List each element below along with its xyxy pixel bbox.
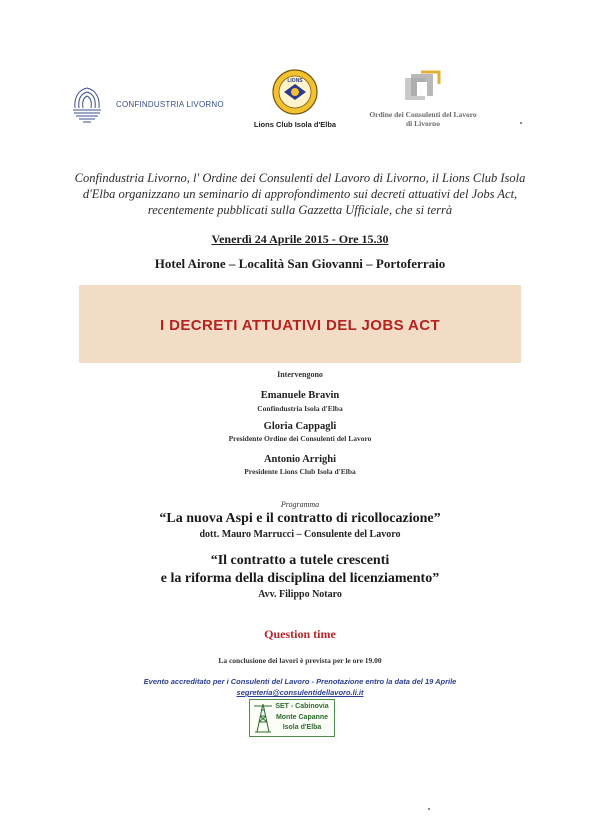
ordine-label-line1: Ordine dei Consulenti del Lavoro: [369, 110, 477, 119]
lions-emblem-text: LIONS: [287, 78, 303, 84]
confindustria-logo-icon: [68, 84, 106, 124]
event-date: Venerdì 24 Aprile 2015 - Ore 15.30: [211, 232, 389, 246]
speaker-role: Presidente Lions Club Isola d'Elba: [244, 467, 356, 476]
accreditation-note: Evento accreditato per i Consulenti del Lavoro - Prenotazione entro la data del 19 Aprile: [143, 677, 457, 686]
talk-title: “La nuova Aspi e il contratto di ricollocazione”: [159, 511, 441, 526]
event-title: I DECRETI ATTUATIVI DEL JOBS ACT: [159, 316, 441, 334]
set-logo-line3: Isola d'Elba: [282, 724, 322, 731]
speaker-name: Antonio Arrighi: [263, 454, 337, 465]
intro-paragraph: Confindustria Livorno, l' Ordine dei Consulenti del Lavoro di Livorno, il Lions Club Isola d'Elba organizzano un seminario di approfondimento sui decreti attuativi del Jobs Act, recentemente pubblicati sulla Gazzetta Ufficiale, che si terrà: [74, 171, 526, 217]
speaker-name: Emanuele Bravin: [260, 390, 340, 401]
set-logo-line2: Monte Capanne: [275, 713, 329, 721]
conclusion-note: La conclusione dei lavori è prevista per le ore 19.00: [218, 656, 382, 665]
talk-title-line2: e la riforma della disciplina del licenziamento”: [160, 571, 440, 586]
talk-speaker: Avv. Filippo Notaro: [258, 589, 342, 600]
set-logo-line1: SET - Cabinovia: [275, 703, 329, 710]
lions-club-label: Lions Club Isola d'Elba: [253, 120, 337, 129]
talk-speaker: dott. Mauro Marrucci – Consulente del Lavoro: [199, 529, 401, 540]
title-banner: [79, 285, 521, 363]
speaker-role: Confindustria Isola d'Elba: [257, 404, 343, 413]
set-cabinovia-logo: [249, 699, 335, 737]
scan-speck: [428, 808, 430, 810]
confindustria-label: CONFINDUSTRIA LIVORNO: [116, 99, 224, 109]
ordine-consulenti-logo: [358, 70, 488, 128]
question-time-label: Question time: [264, 627, 336, 641]
contact-email-link[interactable]: segreteria@consulentidellavoro.li.it: [236, 688, 364, 697]
lions-club-logo-icon: [271, 68, 319, 116]
event-venue: Hotel Airone – Località San Giovanni – Portoferraio: [154, 256, 446, 271]
lions-club-logo: [240, 68, 350, 129]
talk-title-line1: “Il contratto a tutele crescenti: [210, 553, 390, 568]
cable-car-tower-icon: [253, 702, 273, 734]
scan-speck: [520, 122, 522, 124]
speakers-heading: Intervengono: [277, 370, 323, 379]
confindustria-logo: [68, 84, 224, 124]
speaker-name: Gloria Cappagli: [263, 421, 337, 432]
program-heading: Programma: [280, 500, 320, 509]
ordine-consulenti-logo-icon: [399, 70, 447, 104]
ordine-label-line2: di Livorno: [406, 119, 440, 128]
speaker-role: Presidente Ordine dei Consulenti del Lavoro: [228, 434, 372, 443]
